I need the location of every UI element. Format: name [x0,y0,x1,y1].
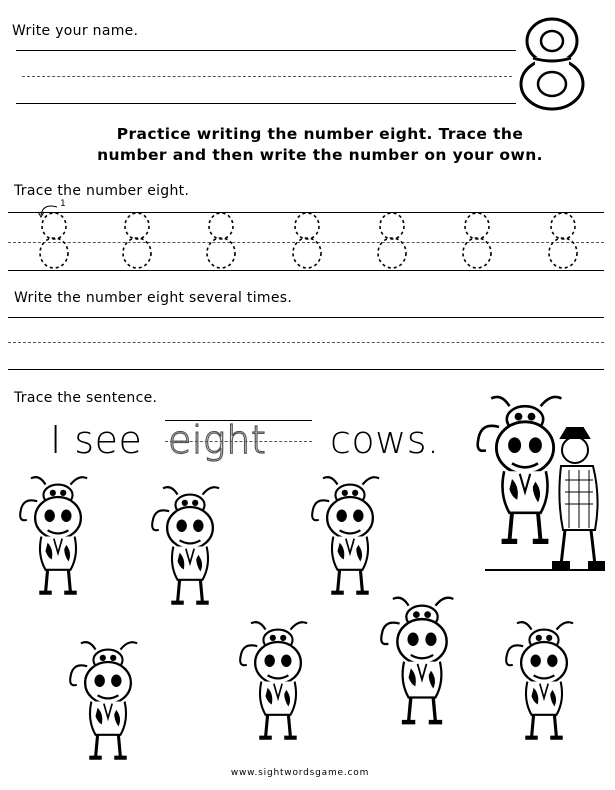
dotted-eight-icon [457,203,497,273]
trace-eight-2[interactable] [117,203,157,273]
write-bottom-line[interactable] [8,369,604,370]
instructions-line-1: Practice writing the number eight. Trace the [116,125,524,143]
farmer-icon [553,428,605,570]
cartoon-cow-icon [494,615,594,745]
name-mid-line [22,76,512,77]
trace-sentence-label: Trace the sentence. [14,390,158,406]
dotted-eight-icon [117,203,157,273]
name-label: Write your name. [12,23,139,39]
dotted-eight-icon [287,203,327,273]
cartoon-cow-icon [300,470,400,600]
dotted-eight-icon [34,203,74,273]
trace-number-label: Trace the number eight. [14,183,190,199]
dotted-eight-icon [543,203,583,273]
write-mid-line [8,342,604,343]
sentence-traced-word[interactable]: eight [168,418,267,462]
sentence-text-part1: I see [50,418,143,462]
cartoon-cow-icon [58,635,158,765]
dotted-eight-icon [372,203,412,273]
cartoon-cow-icon [140,480,240,610]
cartoon-cow-icon [372,590,472,730]
cartoon-cow-icon [478,397,562,541]
trace-eight-1[interactable] [34,203,74,273]
write-number-label: Write the number eight several times. [14,290,293,306]
farmer-milking-cow-icon [465,380,605,580]
trace-eight-5[interactable] [372,203,412,273]
write-top-line [8,317,604,318]
instructions-line-2: number and then write the number on your own. [97,146,543,164]
footer-website[interactable]: www.sightwordsgame.com [230,768,370,778]
trace-eight-6[interactable] [457,203,497,273]
name-write-line[interactable] [16,103,516,104]
trace-eight-3[interactable] [201,203,241,273]
sentence-text-part2: cows. [330,418,440,462]
cartoon-cow-icon [8,470,108,600]
cartoon-cow-icon [228,615,328,745]
trace-eight-4[interactable] [287,203,327,273]
stroke-order-number: 1 [60,199,66,209]
dotted-eight-icon [201,203,241,273]
trace-eight-7[interactable] [543,203,583,273]
big-eight-icon [515,12,590,112]
name-top-line [16,50,516,51]
